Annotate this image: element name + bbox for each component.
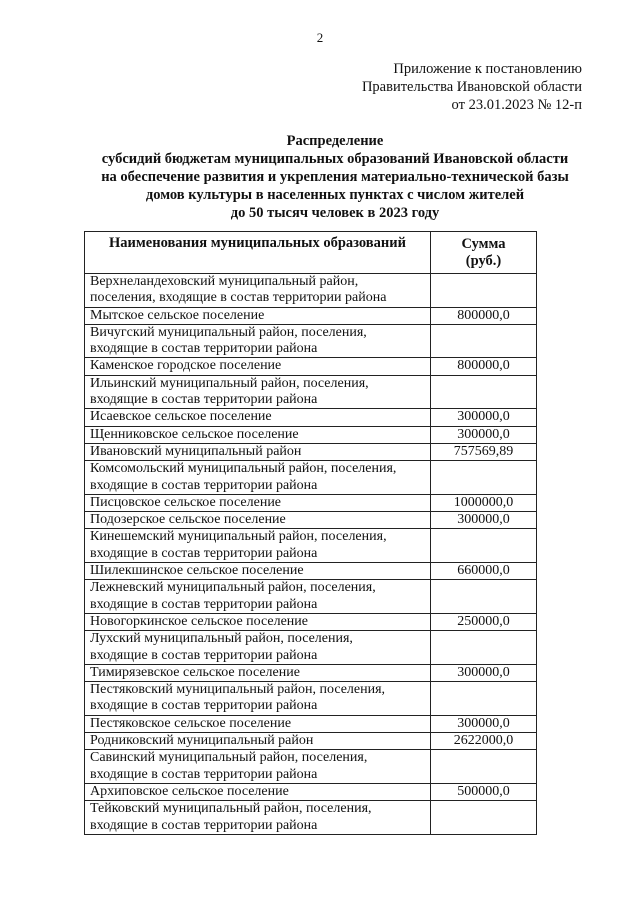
municipality-name-line: Новогоркинское сельское поселение [90, 613, 308, 629]
municipality-cell [85, 783, 431, 800]
appendix-line: Приложение к постановлению [393, 61, 582, 77]
municipality-name-line: Тейковский муниципальный район, поселения, [90, 801, 372, 817]
amount-cell: 800000,0 [431, 358, 537, 375]
page-number: 2 [316, 30, 324, 45]
table-row [85, 733, 537, 750]
table-row [85, 443, 537, 460]
table-row [85, 580, 537, 614]
table-row [85, 494, 537, 511]
amount-cell: 250000,0 [431, 613, 537, 630]
table-row [85, 274, 537, 308]
amount-cell [431, 631, 537, 665]
municipality-cell [85, 324, 431, 358]
municipality-cell [85, 375, 431, 409]
municipality-name-line: входящие в состав территории района [90, 392, 318, 408]
municipality-cell [85, 750, 431, 784]
municipality-name-line: Подозерское сельское поселение [90, 512, 286, 528]
table-header-row [85, 232, 537, 274]
amount-cell [431, 529, 537, 563]
table-row [85, 801, 537, 835]
municipality-name-line: Ильинский муниципальный район, поселения, [90, 375, 369, 391]
municipality-cell [85, 563, 431, 580]
table-row [85, 512, 537, 529]
municipality-name-line: Архиповское сельское поселение [90, 783, 289, 799]
table-row [85, 307, 537, 324]
municipality-cell [85, 664, 431, 681]
municipality-name-line: Лухский муниципальный район, поселения, [90, 631, 353, 647]
amount-cell: 500000,0 [431, 783, 537, 800]
municipality-cell [85, 409, 431, 426]
amount-cell: 660000,0 [431, 563, 537, 580]
municipality-cell [85, 529, 431, 563]
amount-cell [431, 801, 537, 835]
header-amount-unit: (руб.) [465, 253, 502, 269]
table-row [85, 613, 537, 630]
municipality-name-line: Мытское сельское поселение [90, 307, 265, 323]
table-row [85, 409, 537, 426]
municipality-name-line: Верхнеландеховский муниципальный район, [90, 274, 359, 289]
municipality-name-line: Ивановский муниципальный район [90, 443, 302, 459]
municipality-name-line: Кинешемский муниципальный район, поселения, [90, 529, 387, 545]
amount-cell: 300000,0 [431, 715, 537, 732]
municipality-name-line: Комсомольский муниципальный район, поселения, [90, 461, 397, 477]
municipality-name-line: Пестяковский муниципальный район, поселения, [90, 682, 386, 698]
municipality-name-line: Щенниковское сельское поселение [90, 426, 299, 442]
amount-cell [431, 682, 537, 716]
municipality-name-line: Исаевское сельское поселение [90, 409, 272, 425]
amount-cell: 300000,0 [431, 426, 537, 443]
municipality-cell [85, 426, 431, 443]
amount-cell [431, 580, 537, 614]
amount-cell: 300000,0 [431, 512, 537, 529]
title-line: до 50 тысяч человек в 2023 году [230, 205, 440, 221]
municipality-name-line: Лежневский муниципальный район, поселения, [90, 580, 376, 596]
municipality-name-line: Вичугский муниципальный район, поселения, [90, 324, 367, 340]
table-row [85, 529, 537, 563]
table-row [85, 631, 537, 665]
table-row [85, 715, 537, 732]
municipality-name-line: Тимирязевское сельское поселение [90, 664, 300, 680]
municipality-cell [85, 801, 431, 835]
municipality-cell [85, 733, 431, 750]
municipality-name-line: входящие в состав территории района [90, 596, 318, 612]
municipality-cell [85, 613, 431, 630]
table-row [85, 358, 537, 375]
amount-cell: 300000,0 [431, 664, 537, 681]
municipality-name-line: Шилекшинское сельское поселение [90, 563, 304, 579]
municipality-cell [85, 682, 431, 716]
table-row [85, 426, 537, 443]
appendix-line: Правительства Ивановской области [361, 79, 582, 95]
table-row [85, 750, 537, 784]
municipality-cell [85, 512, 431, 529]
municipality-name-line: входящие в состав территории района [90, 341, 318, 357]
table-row [85, 783, 537, 800]
amount-cell [431, 461, 537, 495]
amount-cell [431, 750, 537, 784]
municipality-cell [85, 580, 431, 614]
municipality-name-line: входящие в состав территории района [90, 477, 318, 493]
municipality-cell [85, 494, 431, 511]
amount-cell: 1000000,0 [431, 494, 537, 511]
table-row [85, 461, 537, 495]
municipality-name-line: входящие в состав территории района [90, 766, 318, 782]
municipality-cell [85, 274, 431, 308]
header-amount-label: Сумма [461, 236, 506, 252]
title-line: на обеспечение развития и укрепления материально-технической базы [101, 169, 569, 185]
amount-cell: 300000,0 [431, 409, 537, 426]
amount-cell [431, 375, 537, 409]
amount-cell: 757569,89 [431, 443, 537, 460]
municipality-cell [85, 358, 431, 375]
municipality-name-line: Писцовское сельское поселение [90, 494, 282, 510]
municipality-cell [85, 461, 431, 495]
appendix-line: от 23.01.2023 № 12-п [451, 97, 582, 113]
table-row [85, 664, 537, 681]
table-row [85, 324, 537, 358]
municipality-name-line: поселения, входящие в состав территории района [90, 290, 387, 306]
municipality-name-line: Савинский муниципальный район, поселения, [90, 750, 368, 766]
title-line: Распределение [286, 133, 384, 149]
municipality-name-line: Родниковский муниципальный район [90, 733, 314, 749]
header-municipality: Наименования муниципальных образований [85, 232, 431, 274]
table-row [85, 682, 537, 716]
allocation-table [84, 231, 537, 835]
table-row [85, 563, 537, 580]
municipality-name-line: входящие в состав территории района [90, 545, 318, 561]
appendix-note [362, 60, 582, 114]
municipality-cell [85, 715, 431, 732]
municipality-name-line: Пестяковское сельское поселение [90, 715, 292, 731]
municipality-name-line: входящие в состав территории района [90, 647, 318, 663]
municipality-cell [85, 443, 431, 460]
document-title [80, 132, 590, 222]
header-amount [431, 232, 537, 274]
amount-cell [431, 274, 537, 308]
amount-cell: 800000,0 [431, 307, 537, 324]
title-line: домов культуры в населенных пунктах с числом жителей [145, 187, 525, 203]
amount-cell [431, 324, 537, 358]
municipality-name-line: входящие в состав территории района [90, 698, 318, 714]
table-row [85, 375, 537, 409]
municipality-name-line: Каменское городское поселение [90, 358, 282, 374]
municipality-name-line: входящие в состав территории района [90, 817, 318, 833]
municipality-cell [85, 307, 431, 324]
title-line: субсидий бюджетам муниципальных образований Ивановской области [101, 151, 569, 167]
municipality-cell [85, 631, 431, 665]
amount-cell: 2622000,0 [431, 733, 537, 750]
